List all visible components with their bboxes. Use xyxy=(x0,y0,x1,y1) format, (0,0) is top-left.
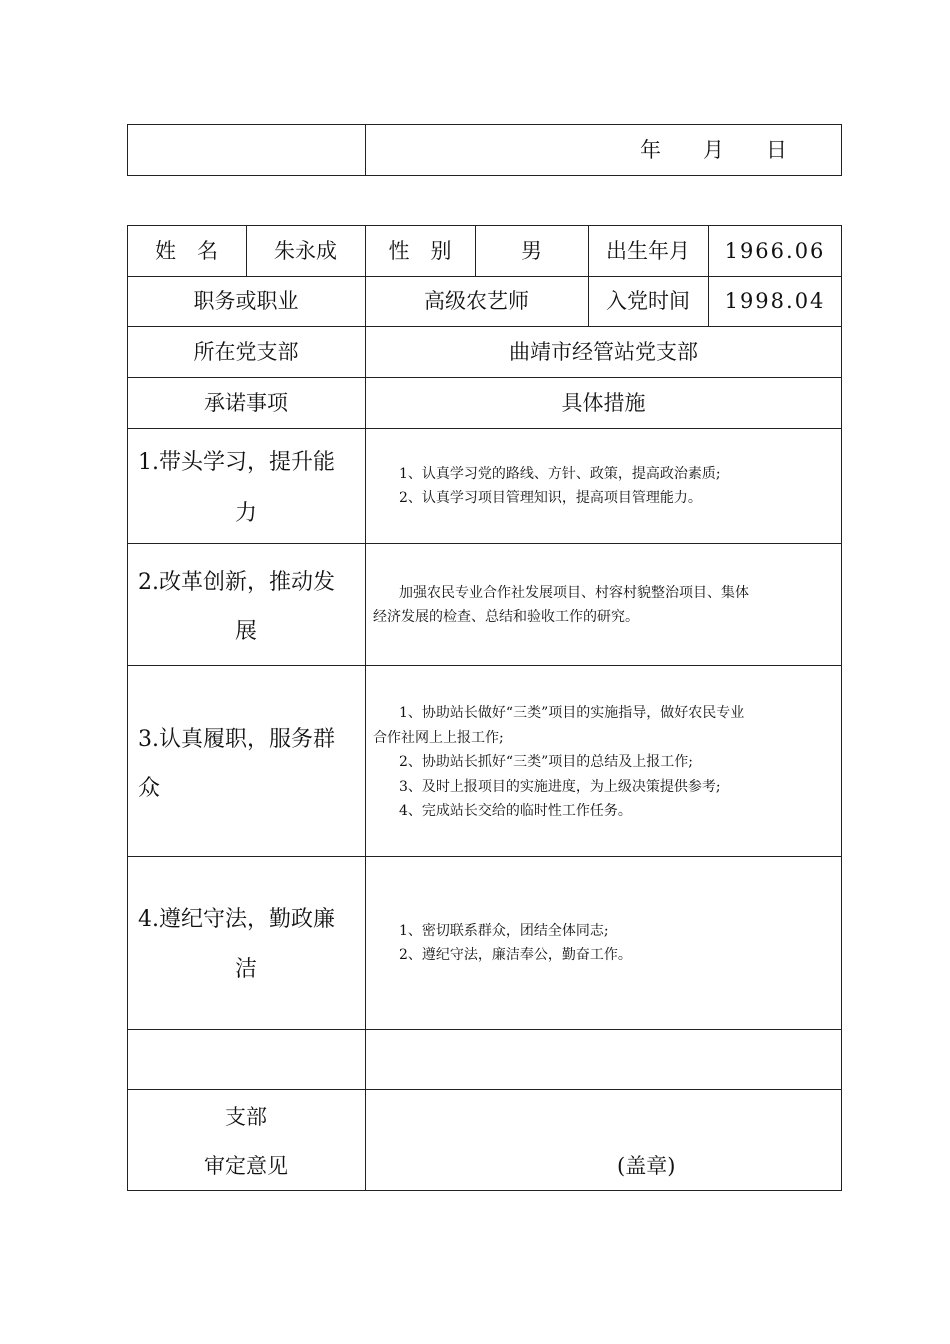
measure-line: 加强农民专业合作社发展项目、村容村貌整治项目、集体 xyxy=(399,585,749,601)
measure-line: 经济发展的检查、总结和验收工作的研究。 xyxy=(373,609,639,625)
row-line xyxy=(127,543,842,544)
measure-line: 1、协助站长做好“三类”项目的实施指导，做好农民专业 xyxy=(399,705,745,721)
col-line xyxy=(365,225,366,1191)
branch-label: 所在党支部 xyxy=(193,340,299,364)
branch-value: 曲靖市经管站党支部 xyxy=(509,340,698,364)
measure-line: 2、遵纪守法，廉洁奉公，勤奋工作。 xyxy=(399,947,632,963)
commitment-item-title-cont: 力 xyxy=(234,501,257,526)
measure-line: 1、认真学习党的路线、方针、政策，提高政治素质; xyxy=(399,466,721,482)
birth-label: 出生年月 xyxy=(606,239,690,263)
commitment-item-title: 2.改革创新，推动发 xyxy=(138,570,335,595)
commitment-header: 承诺事项 xyxy=(204,391,288,415)
join-value: 1998.04 xyxy=(724,289,826,313)
seal-label: (盖章) xyxy=(617,1154,676,1178)
commitment-item-title-cont: 众 xyxy=(138,776,161,801)
commitment-item-title-cont: 洁 xyxy=(234,957,257,982)
gender-value: 男 xyxy=(521,239,542,263)
measure-line: 2、认真学习项目管理知识，提高项目管理能力。 xyxy=(399,490,702,506)
row-line xyxy=(127,856,842,857)
commitment-item-title: 1.带头学习，提升能 xyxy=(138,450,335,475)
approval-label-cont: 审定意见 xyxy=(204,1154,288,1178)
gender-label: 性 别 xyxy=(388,239,452,263)
measure-line: 2、协助站长抓好“三类”项目的总结及上报工作; xyxy=(399,754,693,770)
commitment-item-title: 4.遵纪守法，勤政廉 xyxy=(138,907,335,932)
occupation-label: 职务或职业 xyxy=(193,289,299,313)
row-line xyxy=(127,1089,842,1090)
row-line xyxy=(127,1029,842,1030)
row-line xyxy=(127,326,842,327)
row-line xyxy=(127,377,842,378)
measures-header: 具体措施 xyxy=(561,391,646,415)
approval-label: 支部 xyxy=(225,1105,267,1129)
measure-line: 4、完成站长交给的临时性工作任务。 xyxy=(399,803,632,819)
top-date-label: 年 月 日 xyxy=(640,138,787,162)
commitment-item-title-cont: 展 xyxy=(234,619,257,644)
row-line xyxy=(127,665,842,666)
measure-line: 1、密切联系群众，团结全体同志; xyxy=(399,923,609,939)
occupation-value: 高级农艺师 xyxy=(424,289,529,313)
top-table-divider xyxy=(365,124,366,176)
name-label: 姓 名 xyxy=(155,239,218,263)
commitment-item-title: 3.认真履职，服务群 xyxy=(138,727,335,752)
measure-line: 3、及时上报项目的实施进度，为上级决策提供参考; xyxy=(399,779,721,795)
name-value: 朱永成 xyxy=(274,239,337,263)
join-label: 入党时间 xyxy=(606,289,690,313)
row-line xyxy=(127,276,842,277)
birth-value: 1966.06 xyxy=(724,239,826,263)
measure-line: 合作社网上上报工作; xyxy=(373,730,504,746)
row-line xyxy=(127,428,842,429)
